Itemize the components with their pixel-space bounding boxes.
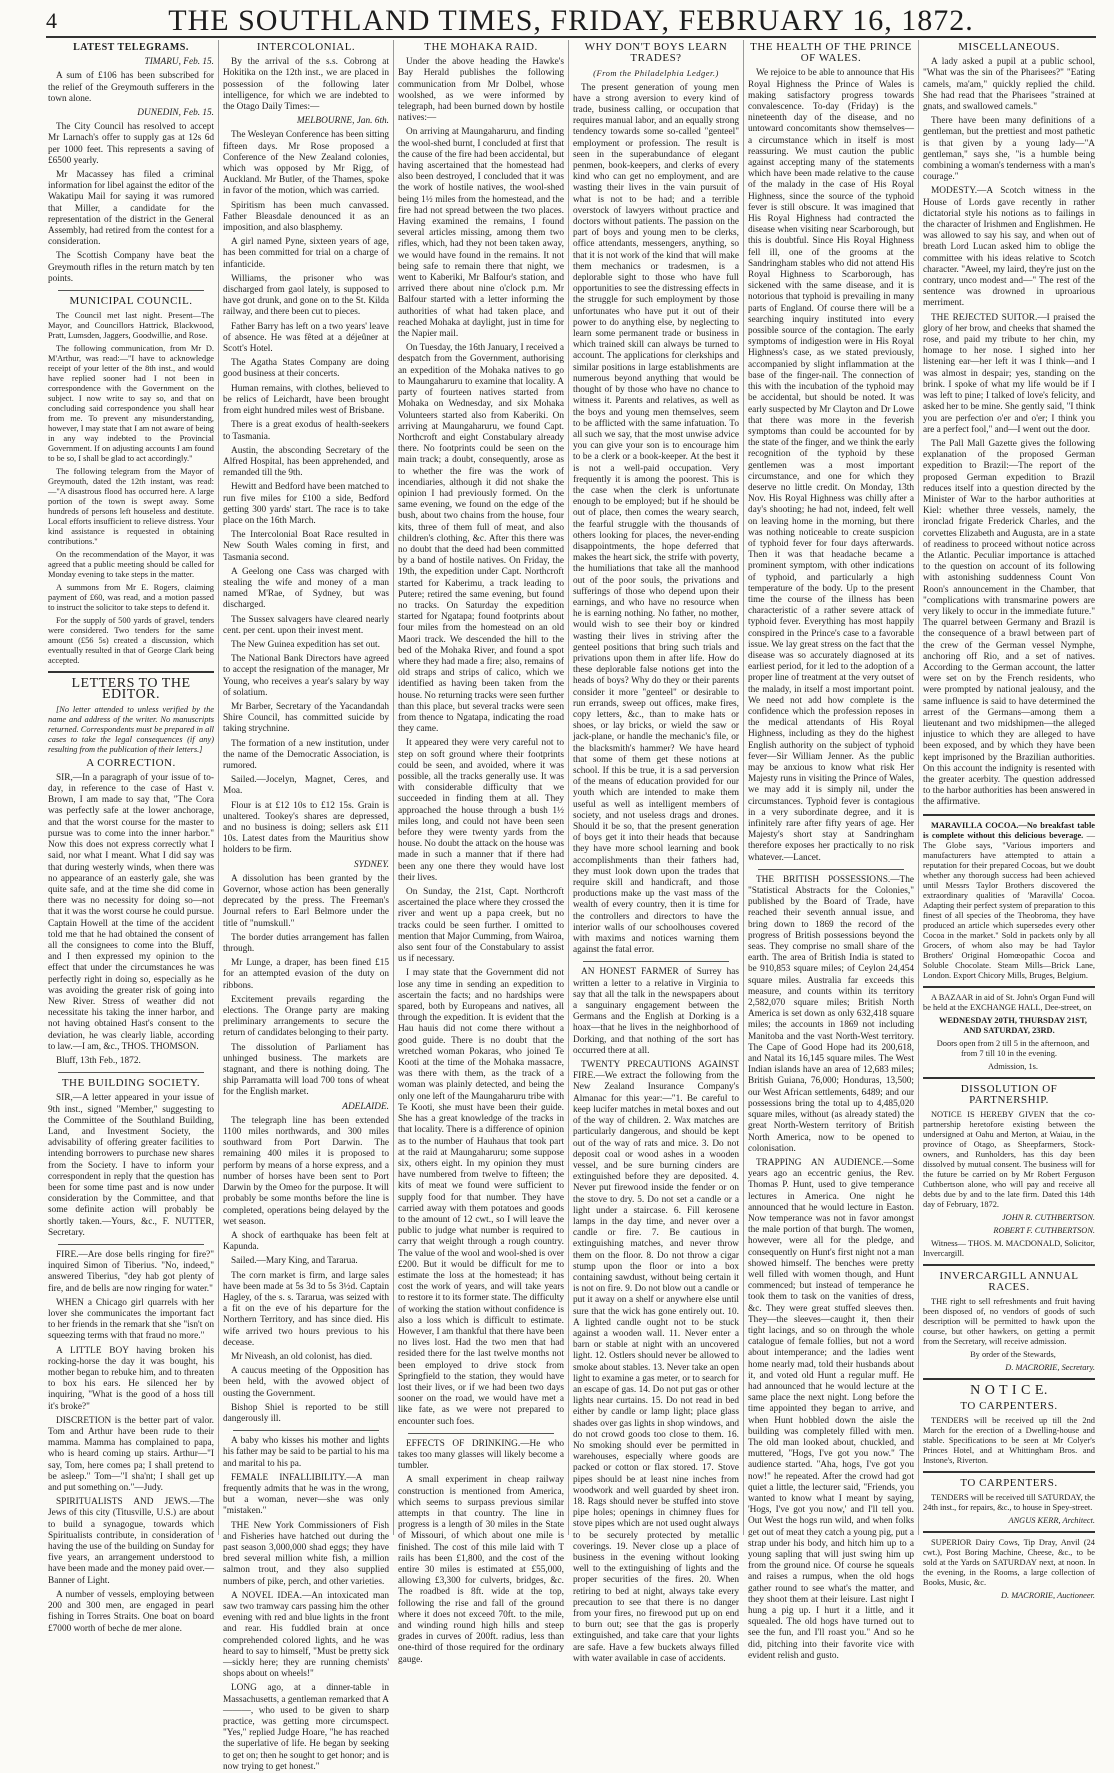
dissolution-signature: JOHN R. CUTHBERTSON.: [1001, 1213, 1095, 1223]
dissolution-text: NOTICE IS HEREBY GIVEN that the co-partnership heretofore existing between the undersigned at Oahu and Merton, at Waiau, in the province of Otago, as Sheepfarmers, Stock-owners, and Runholders, has this day been dissolved by mutual consent. The business will for the future be carried on by Mr Robert Ferguson Cuthbertson alone, who will pay and receive all debts due by and to the late firm. Dated this 14th day of February, 1872.: [923, 1110, 1095, 1210]
paragraph: AN HONEST FARMER of Surrey has written a letter to a relative in Virginia to say that all the talk in the newspapers about a sanguinary engagement between the Germans and the English at Dorking is a hoax—that he lives in the neighborhood of Dorking, and that nothing of the sort has occurred there at all.: [573, 967, 739, 1056]
paragraph: THE BRITISH POSSESSIONS.—The "Statistical Abstracts for the Colonies," published by the Board of Trade, have reached their seventh annual issue, and bring down to 1869 the record of the progress of British possessions beyond the seas. They comprise no small share of the earth. The area of British India is stated to be 910,853 square miles; of Ceylon 24,454 square miles. Australia far exceeds this measure, and counts within its territory 2,582,070 square miles; British North America is set down as only 632,418 square miles; the accounts in 1869 not including Manitoba and the vast North-West territory. The Cape of Good Hope had its 200,618, and Natal its 16,145 square miles. The West Indian islands have an area of 12,683 miles; British Guiana, 76,000; Honduras, 13,500; our West African settlements, 6489; and our possessions bring the total up to 4,485,020 square miles, without (as already stated) the great North-Western territory of British North America, now to be opened to colonisation.: [748, 874, 914, 1154]
divider: [923, 1077, 1095, 1079]
correction-heading: A CORRECTION.: [86, 756, 176, 769]
paragraph: Human remains, with clothes, believed to be relics of Leichardt, have been brought from eight hundred miles west of Brisbane.: [223, 383, 389, 417]
races-by-order: By order of the Stewards,: [970, 1350, 1056, 1360]
auction-signature: D. MACRORIE, Auctioneer.: [1000, 1591, 1095, 1601]
letters-heading: LETTERS TO THE EDITOR.: [71, 676, 191, 703]
divider: [923, 814, 1095, 816]
bazaar-ad-hours: Doors open from 2 till 5 in the afternoon, and from 7 till 10 in the evening.: [936, 1038, 1090, 1058]
dateline: DUNEDIN, Feb. 15.: [137, 108, 214, 119]
bazaar-ad-admission: Admission, 1s.: [987, 1061, 1039, 1071]
paragraph: Bluff, 13th Feb., 1872.: [56, 1055, 141, 1066]
paragraph: A caucus meeting of the Opposition has been held, with the avowed object of ousting the Government.: [223, 1366, 389, 1399]
paragraph: On the recommendation of the Mayor, it was agreed that a public meeting should be called for Monday evening to take steps in the matter.: [48, 550, 214, 580]
paragraph: TWENTY PRECAUTIONS AGAINST FIRE.—We extract the following from the New Zealand Insurance Company's Almanac for this year:—"1. Be careful to keep lucifer matches in metal boxes and out of the way of children. 2. Wax matches are particularly dangerous, and should be kept out of the way of rats and mice. 3. Do not deposit coal or wood ashes in a wooden vessel, and be sure burning cinders are extinguished before they are deposited. 4. Never put firewood inside the fender or on the stove to dry. 5. Do not set a candle or a light under a staircase. 6. Fill kerosene lamps in the day time, and never over a candle or fire. 7. Be cautious in extinguishing matches, and never throw them on the floor. 8. Do not throw a cigar stump upon the floor or into a box containing sawdust, without being certain it is not on fire. 9. Do not blow out a candle or put it away on a shelf or anywhere else until sure that the wick has gone entirely out. 10. A lighted candle ought not to be stuck against a wooden wall. 11. Never enter a barn or stable at night with an uncovered light. 12. Ostlers should never be allowed to smoke about stables. 13. Never take an open light to examine a gas meter, or to search for an escape of gas. 14. Do not put gas or other lights near curtains. 15. Do not read in bed either by candle or lamp light; place glass shades over gas lights in shop windows, and do not crowd goods too close to them. 16. No smoking should ever be permitted in warehouses, especially where goods are packed or cotton or flax stored. 17. Stove pipes should be at least nine inches from woodwork and well guarded by sheet iron. 18. Rags should never be stuffed into stove pipe holes; openings in chimney flues for stove pipes which are not used ought always to be securely protected by metallic coverings. 19. Never close up a place of business in the evening without looking well to the extinguishing of lights and the proper securities of the fires. 20. When retiring to bed at night, always take every precaution to see that there is no danger from your fires, no firewood put up on end to burn out; see that the gas is properly extinguished, and take care that your lights are safe. Have a few buckets always filled with water available in case of accidents.: [573, 1060, 739, 1664]
paragraph: EFFECTS OF DRINKING.—He who takes too many glasses will likely become a tumbler.: [398, 1438, 564, 1472]
paragraph: SIR,—In a paragraph of your issue of to-day, in reference to the case of Hast v. Brown, I am made to say that, "The Cora was perfectly safe at the lower anchorage, and that the worst course for the master to pursue was to come into the inner harbor." Now this does not express correctly what I said, nor what I meant. What I did say was that during westerly winds, when there was no appearance of an easterly gale, she was quite safe, and at the time she did come in there was no necessity for doing so—not that it was the worst course he could pursue. Captain Howell at the time of the accident told me that he had obtained the consent of all the consignees to come into the Bluff, and I then expressed my opinion to the effect that under the circumstances he was perfectly right in doing so, especially as he was avoiding the greater risk of going into New River. Stress of weather did not necessitate his taking the inner harbor, and not having obtained Hast's consent to the deviation, he was clearly liable, according to law.—I am, &c., THOS. THOMSON.: [48, 772, 214, 1052]
prince-health-heading: THE HEALTH OF THE PRINCE OF WALES.: [750, 41, 912, 65]
paragraph: The Wesleyan Conference has been sitting fifteen days. Mr Rose proposed a Conference of the New Zealand colonies, which was opposed by Mr Rigg, of Auckland. Mr Butler, of the Thames, spoke in favor of the motion, which was carried.: [223, 130, 389, 197]
paragraph: Sailed.—Mary King, and Tararua.: [231, 1256, 358, 1267]
paragraph: WHEN a Chicago girl quarrels with her lover she communicates the important fact to her friends in the remark that she "isn't on squeezing terms with that fraud no more.": [48, 1297, 214, 1342]
divider: [923, 1471, 1095, 1473]
paragraph: Mr Barber, Secretary of the Yacandandah Shire Council, has committed suicide by taking strychnine.: [223, 701, 389, 735]
carpenters-heading: TO CARPENTERS.: [960, 1399, 1058, 1412]
paragraph: A LITTLE BOY having broken his rocking-horse the day it was bought, his mother began to rebuke him, and to threaten to box his ears. He silenced her by inquiring, "What is the good of a hoss till it's broke?": [48, 1345, 214, 1412]
paragraph: FEMALE INFALLIBILITY.—A man frequently admits that he was in the wrong, but a woman, never—she was only "mistaken.": [223, 1472, 389, 1517]
paragraph: The Intercolonial Boat Race resulted in New South Wales coming in first, and Tasmania second.: [223, 530, 389, 563]
newspaper-title: THE SOUTHLAND TIMES, FRIDAY, FEBRUARY 16, 1872.: [168, 4, 974, 37]
paragraph: A girl named Pyne, sixteen years of age, has been committed for trial on a charge of infanticide.: [223, 237, 389, 270]
paragraph: The Pall Mall Gazette gives the following explanation of the proposed German expedition to Brazil:—The report of the proposed German expedition to Brazil reduces itself into a question directed by the Minister of War to the harbor authorities at Kiel: whether three vessels, namely, the ironclad frigate Frederick Charles, and the corvettes Elizabeth and Augusta, are in a state of readiness to proceed without notice across the Atlantic. Peculiar importance is attached to the question on account of its following with astonishing suddenness Count Von Roon's announcement in the Chamber, that "complications with transmarine powers are very likely to occur in the immediate future." The quarrel between Germany and Brazil is the consequence of a brawl between part of the crew of the German vessel Nymphe, anchoring off Rio, and a set of natives. According to the German account, the latter were set on by the French residents, who were prompted by national jealousy, and the same influence is said to have determined the arrest of the Germans—among them a lieutenant and two midshipmen—the alleged injustice to which they are alleged to have been exposed, and by which they have been kept imprisoned by the Brazilian authorities. On this account the indignity is resented with the greater acerbity. The question addressed to the harbor authorities has been answered in the affirmative.: [923, 438, 1095, 808]
paragraph: A lady asked a pupil at a public school, "What was the sin of the Pharisees?" "Eating camels, ma'am," quickly replied the child. She had read that the Pharisees "strained at gnats, and swallowed camels.": [923, 57, 1095, 113]
paragraph: The National Bank Directors have agreed to accept the resignation of the manager, Mr Young, who receives a year's salary by way of solatium.: [223, 654, 389, 698]
paragraph: A dissolution has been granted by the Governor, whose action has been generally deprecated by the press. The Freeman's Journal refers to Earl Belmore under the title of "numskull.": [223, 873, 389, 929]
carpenters-heading: TO CARPENTERS.: [960, 1476, 1058, 1489]
divider: [408, 1433, 554, 1434]
paragraph: A small experiment in cheap railway construction is mentioned from America, which seems to surpass previous similar attempts in that country. The line in progress is a length of 30 miles in the State of Missouri, of which about one mile is finished. The cost of this mile laid with T rails has been £1,800, and the cost of the entire 30 miles is estimated at £55,000, allowing £3,300 for culverts, bridges, &c. The roadbed is 8ft. wide at the top, following the rise and fall of the ground where it does not exceed 70ft. to the mile, and winding round high hills and steep grades in curves of 200ft. radius, less than one-third of those required for the ordinary gauge.: [398, 1475, 564, 1665]
latest-telegrams-heading: LATEST TELEGRAMS.: [73, 42, 189, 53]
carpenters-text: TENDERS will be received till SATURDAY, the 24th inst., for repairs, &c., to house in Spey-street.: [923, 1493, 1095, 1513]
paragraph: A Geelong one Cass was charged with stealing the wife and money of a man named M'Rae, of Sydney, but was discharged.: [223, 566, 389, 611]
dateline: SYDNEY.: [353, 859, 389, 870]
paragraph: On Tuesday, the 16th January, I received a despatch from the Government, authorising an expedition of the Mohaka natives to go to Maungaharuru to examine that locality. A party of fourteen natives started from Mohaka on Wednesday, and six Mohaka Volunteers started also from Kaberiki. On arriving at Maungaharuru, we found Capt. Northcroft and eight Constabulary already there. No footprints could be seen on the main track; a doubt, consequently, arose as to whether the fire was the work of incendiaries, although it did not shake the opinion I had previously formed. On the same evening, we found on the edge of the bush, about two chains from the house, four kits, three of them full of meat, and also children's clothing, &c. After this there was no doubt that the deed had been committed by a band of hostile natives. On Friday, the 19th, the expedition under Capt. Northcroft started for Kaberimu, a track leading to Putere; retired the same evening, but found no tracks. On Saturday the expedition started for Ngatapa; found footprints about four miles from the homestead on an old Maori track. We descended the hill to the bed of the Mohaka River, and found a spot where they had made a fire; also, remains of old straps and strips of calico, which we identified as having been taken from the house. No returning tracks were seen further than this place, but several tracks were seen from thence to Ngatapa, indicating the road they came.: [398, 343, 564, 735]
paragraph: On Sunday, the 21st, Capt. Northcroft ascertained the place where they crossed the river and went up a papa creek, but no tracks could be seen further. I omitted to mention that Major Cumming, from Wairoa, also sent four of the Constabulary to assist us if necessary.: [398, 887, 564, 965]
divider: [48, 671, 214, 673]
mohaka-raid-heading: THE MOHAKA RAID.: [424, 41, 538, 53]
notice-heading: N O T I C E.: [970, 1383, 1048, 1399]
cocoa-ad-text: —The Globe says, "Various importers and manufacturers have attempted to attain a reputation for their prepared Cocoas, but we doubt whether any thorough success had been achieved until Messrs Taylor Brothers discovered the extraordinary qualities of 'Maravilla' Cocoa. Adapting their perfect system of preparation to this finest of all species of the Theobroma, they have produced an article which supersedes every other Cocoa in the market." Sold in packets only by all Grocers, of whom also may be had Taylor Brothers' Original Homœopathic Cocoa and Soluble Chocolate. Steam Mills—Brick Lane, London. Export Chicory Mills, Bruges, Belgium.: [923, 830, 1096, 980]
page-number: 4: [46, 8, 58, 33]
source-line: (From the Philadelphia Ledger.): [593, 68, 719, 79]
auction-text: SUPERIOR Dairy Cows, Tip Dray, Anvil (24 cwt.), Post Boring Machine, Cheese, &c., to be sold at the Yards on SATURDAY next, at noon. In the evening, in the Rooms, a large collection of Books, Music, &c.: [923, 1538, 1095, 1588]
dissolution-heading: DISSOLUTION OF PARTNERSHIP.: [960, 1082, 1058, 1106]
paragraph: The Scottish Company have beat the Greymouth rifles in the return match by ten points.: [48, 251, 214, 284]
races-signature: D. MACRORIE, Secretary.: [1005, 1363, 1095, 1373]
bazaar-ad-dates: WEDNESDAY 20TH, THURSDAY 21ST, AND SATURDAY, 23RD.: [938, 1015, 1088, 1035]
carpenters-text: TENDERS will be received up till the 2nd March for the erection of a Dwelling-house and stable. Specifications to be seen at Mr Colyer's Princes Hotel, and at Whittingham Bros. and Instone's, Riverton.: [923, 1415, 1095, 1465]
paragraph: The City Council has resolved to accept Mr Larnach's offer to supply gas at 12s 6d per 1000 feet. This represents a saving of £6500 yearly.: [48, 122, 214, 166]
paragraph: FIRE.—Are dose bells ringing for fire?" inquired Simon of Tiberius. "No, indeed," answered Tiberius, "dey hab got plenty of fire, and de bells are now ringing for water.": [48, 1250, 214, 1294]
paragraph: The corn market is firm, and large sales have been made at 5s 3d to 5s 3½d. Captain Hagley, of the s. s. Tararua, was seized with a fit on the eve of his departure for the Northern Territory, and has since died. His wife arrived two hours previous to his decease.: [223, 1270, 389, 1348]
paragraph: THE New York Commissioners of Fish and Fisheries have hatched out during the past season 3,000,000 shad eggs; they have bred several million white fish, a million salmon trout, and they also supplied numbers of pike, perch, and other varieties.: [223, 1520, 389, 1587]
paragraph: LONG ago, at a dinner-table in Massachusetts, a gentleman remarked that A———, who used to be given to sharp practice, was getting more circumspect. "Yes," replied Judge Hoare, "he has reached the superlative of life. He began by seeking to get on; then he sought to get honor; and is now trying to get honest.": [223, 1683, 389, 1772]
paragraph: A NOVEL IDEA.—An intoxicated man saw two tramway cars passing him the other evening with red and blue lights in the front and rear. His fuddled brain at once comprehended colored lights, and he was heard to say to himself, "Must be pretty sick—sickly here; they are running chemists' shops about on wheels!": [223, 1590, 389, 1680]
dateline: ADELAIDE.: [342, 1101, 389, 1112]
paragraph: Mr Lunge, a draper, has been fined £15 for an attempted evasion of the duty on ribbons.: [223, 958, 389, 991]
paragraph: Williams, the prisoner who was discharged from gaol lately, is supposed to have got drunk, and gone on to the St. Kilda railway, and there been cut to pieces.: [223, 273, 389, 318]
paragraph: Mr Macassey has filed a criminal information for libel against the editor of the Wakatipu Mail for saying it was rumored that Miller, a candidate for the representation of the district in the General Assembly, had retired from the contest for a consideration.: [48, 170, 215, 248]
divider: [923, 1531, 1095, 1533]
paragraph: The Council met last night. Present—The Mayor, and Councillors Hattrick, Blackwood, Pratt, Lumsden, Jaggers, Goodwillie, and Rose.: [48, 311, 214, 341]
paragraph: A number of vessels, employing between 200 and 300 men, are engaged in pearl fishing in Torres Straits. One boat on board £7000 worth of beche de mer alone.: [48, 1589, 214, 1634]
paragraph: There is a great exodus of health-seekers to Tasmania.: [223, 420, 389, 442]
paragraph: There have been many definitions of a gentleman, but the prettiest and most pathetic is that given by a young lady—"A gentleman," says she, "is a humble being combining a woman's tenderness with a man's courage.": [923, 116, 1095, 183]
dissolution-witness: Witness— THOS. M. MACDONALD, Solicitor, Invercargill.: [923, 1239, 1095, 1259]
carpenters-signature: ANGUS KERR, Architect.: [1008, 1516, 1095, 1526]
building-society-heading: THE BUILDING SOCIETY.: [61, 1077, 201, 1090]
paragraph: We rejoice to be able to announce that His Royal Highness the Prince of Wales is making satisfactory progress towards convalescence. To-day (Friday) is the nineteenth day of the disease, and no untoward concomitants show themselves—a circumstance which in itself is most reassuring. We must caution the public against accepting many of the statements which have been made relative to the cause of the malady in the case of His Royal Highness, since the source of the typhoid fever is still obscure. It was imagined that His Royal Highness had contracted the disease when visiting near Scarborough, but this is doubtful. Since His Royal Highness fell ill, one of the grooms at the Sandringham stables who did not attend His Royal Highness to Scarborough, has sickened with the same disease, and it is notorious that typhoid is prevailing in many parts of England. Of course there will be a searching inquiry instituted into every possible source of the contagion. The early symptoms of indigestion were in His Royal Highness's case, as we stated previously, accompanied by slight inflammation at the base of the finger-nail. The connection of this with the incubation of the typhoid may be accidental, but should be noted. It was early suspected by Mr Clayton and Dr Lowe that there was more in the feverish symptoms than could be accounted for by the state of the finger, and we think the early recognition of the typhoid by these gentlemen was a most important circumstance, and one for which they deserve no little credit. On Monday, 13th Nov. His Royal Highness was chilly after a day's shooting; he had not, indeed, felt well on leaving home in the morning, but there was nothing noticeable to create suspicion of typhoid fever for four days afterwards. Then it was that headache became a prominent symptom, with other indications of typhoid, and particularly a high temperature of the body. Up to the present time the course of the illness has been characteristic of a rather severe attack of typhoid fever. Everything has most happily conspired in the Prince's case to a favorable issue. We lay great stress on the fact that the disease was so accurately diagnosed at its earliest period, for it led to the adoption of a proper line of treatment at the very outset of the malady, in itself a most important point. We need not add how complete is the confidence which the profession reposes in the medical attendants of His Royal Highness, including as they do the highest English authority on the subject of typhoid fever—Sir William Jenner. As the public may be anxious to know what risk Her Majesty runs in visiting the Prince of Wales, we may add it is simply nil, under the circumstances. Typhoid fever is contagious in a very subordinate degree, and it is infinitely rare after fifty years of age. Her Majesty's short stay at Sandringham therefore exposes her practically to no risk whatever.—Lancet.: [748, 68, 914, 863]
divider: [758, 869, 904, 870]
cocoa-ad-title: MARAVILLA COCOA.: [931, 820, 1019, 830]
divider: [58, 1072, 204, 1073]
dateline: MELBOURNE, Jan. 6th.: [296, 116, 389, 127]
paragraph: Under the above heading the Hawke's Bay Herald publishes the following communication from Mr Dolbel, whose woolshed, as we were informed by telegraph, had been burned down by hostile natives:—: [398, 57, 564, 124]
divider: [58, 290, 204, 291]
divider: [923, 986, 1095, 988]
paragraph: SIR,—A letter appeared in your issue of 9th inst., signed "Member," suggesting to the Committee of the Southland Building, Land, and Investment Society, the advisability of offering greater facilities to intending borrowers to purchase new shares from the Society. I have to inform your correspondent in reply that the question has been for some time past and is now under consideration by the Committee, and that some definite action will probably be shortly taken.—Yours, &c., F. NUTTER, Secretary.: [48, 1093, 214, 1238]
paragraph: Mr Niveash, an old colonist, has died.: [231, 1351, 373, 1362]
column-2: [218, 40, 393, 1772]
paragraph: MODESTY.—A Scotch witness in the House of Lords gave recently in rather dictatorial style his notions as to failings in the character of Irishmen and Englishmen. He was allowed to say his say, and when out of breath Lord Lucan asked him to oblige the committee with his ideas relative to Scotch character. "Aweel, my laird, they're just on the contrary, unco modest and—" The rest of the sentence was drowned in uproarious merriment.: [923, 186, 1095, 309]
divider: [923, 1264, 1095, 1266]
paragraph: By the arrival of the s.s. Cobrong at Hokitika on the 12th inst., we are placed in possession of the following later intelligence, for which we are indebted to the Otago Daily Times:—: [223, 57, 389, 113]
paragraph: A shock of earthquake has been felt at Kapunda.: [223, 1230, 389, 1253]
paragraph: The present generation of young men have a strong aversion to every kind of trade, business calling, or occupation that requires manual labor, and an equally strong tendency towards some so-called "genteel" employment or profession. The result is seen in the superabundance of elegant penmen, book-keepers, and clerks of every kind who can get no employment, and are wasting their lives in the vain pursuit of what is not to be had; and a terrible overstock of lawyers without practice and doctors without patients. The passion on the part of boys and young men to be clerks, office attendants, messengers, anything, so that it is not work of the kind that will make them mechanics or tradesmen, is a deplorable sight to those who have full opportunities to see the distressing effects in the struggle for such employment by those unfortunates who have put it out of their power to do anything else, by neglecting to learn some permanent trade or business in which trained skill can always be turned to account. The applications for clerkships and similar positions in large establishments are numerous beyond anything that would be thought of by those who have no chance to witness it. Parents and relatives, as well as the boys and young men themselves, seem to be afflicted with the same infatuation. To all such we say, that the most unwise advice you can give your son is to encourage him to be a clerk or a book-keeper. At the best it is not a well-paid occupation. Very frequently it is among the poorest. This is the case when the clerk is unfortunate enough to be employed; but if he should be out of place, then comes the weary search, the fearful struggle with the thousands of others looking for places, the never-ending disappointments, the hope deferred that makes the heart sick, the strife with poverty, the humiliations that take all the manhood out of the poor souls, the privations and sufferings of those who depend upon their earnings, and who have no resource when he is earning nothing. No father, no mother, would wish to see their boy or kindred wasting their lives in striving after the genteel positions that bring such trials and privations upon them in after life. How do these deplorable false notions get into the heads of boys? Why do they or their parents consider it more "genteel" or desirable to run errands, sweep out offices, make fires, copy letters, &c., than to make hats or shoes, or lay bricks, or wield the saw or jack-plane, or handle the mechanic's file, or the blacksmith's hammer? We have heard that some of them get these notions at school. If this be true, it is a sad perversion of the means of education provided for our youth which are intended to make them useful as well as intelligent members of society, and not useless drags and drones. Should it be so, that the present generation of boys get it into their heads that because they have more school learning and book accomplishments than their fathers had, they must look down upon the trades that require skill and handicraft, and those productions make up the vast mass of the wealth of every country, then it is time for the controllers and directors to have the interior walls of our schoolhouses covered with maxims and notices warning them against the fatal error.: [573, 82, 739, 956]
column-5: [743, 40, 918, 1661]
paragraph: Austin, the absconding Secretary of the Alfred Hospital, has been apprehended, and remanded till the 9th.: [223, 445, 389, 479]
column-1: [48, 40, 218, 1634]
paragraph: The New Guinea expedition has set out.: [231, 639, 380, 650]
paragraph: The Agatha States Company are doing good business at their concerts.: [223, 358, 389, 380]
masthead: [46, 6, 1096, 38]
paragraph: The telegraph line has been extended 1100 miles northwards, and 300 miles southward from Port Darwin. The remaining 400 miles it is proposed to perform by means of a horse express, and a number of horses have been sent to Port Darwin by the Omeo for the purpose. It will probably be some months before the line is completed, operations being delayed by the wet season.: [223, 1115, 389, 1227]
divider: [233, 1430, 379, 1431]
municipal-council-heading: MUNICIPAL COUNCIL.: [69, 295, 193, 308]
paragraph: It appeared they were very careful not to step on soft ground where their footprints could be seen, and avoided, where it was possible, all the tracks generally use. It was with considerable difficulty that we succeeded in finding them at all. They approached the house through a bush 1½ miles long, and could not have been seen before they were twenty yards from the house. No doubt the attack on the house was made in such a manner that if there had been any one there they would have lost their lives.: [398, 738, 564, 883]
paragraph: Spiritism has been much canvassed. Father Bleasdale denounced it as an imposition, and also blasphemy.: [223, 200, 389, 234]
paragraph: A baby who kisses his mother and lights his father may be said to be partial to his ma and marital to his pa.: [223, 1436, 389, 1469]
column-4: [568, 40, 743, 1664]
editor-note: [No letter attended to unless verified by the name and address of the writer. No manuscripts returned. Correspondents must be prepared in all cases to take the legal consequences (if any) resulting from the publication of their letters.]: [48, 704, 214, 754]
paragraph: Hewitt and Bedford have been matched to run five miles for £100 a side, Bedford getting 300 yards' start. The race is to take place on the 16th March.: [223, 482, 389, 526]
column-6: [918, 40, 1096, 1601]
bazaar-ad-text: A BAZAAR in aid of St. John's Organ Fund will be held at the EXCHANGE HALL, Dee-street, on: [923, 992, 1095, 1012]
cocoa-ad: [923, 821, 1095, 981]
column-3: [393, 40, 568, 1665]
dateline: TIMARU, Feb. 15.: [144, 57, 214, 68]
races-heading: INVERCARGILL ANNUAL RACES.: [939, 1270, 1079, 1294]
divider: [583, 961, 729, 962]
paragraph: Flour is at £12 10s to £12 15s. Grain is unaltered. Tookey's shares are depressed, and no business is doing; sellers ask £11 10s. Latest dates from the Mauritius show holders to be firm.: [223, 800, 389, 856]
paragraph: For the supply of 500 yards of gravel, tenders were considered. Two tenders for the same amount (£56 5s) created a discussion, which eventually resulted in that of George Clark being accepted.: [48, 616, 214, 666]
paragraph: The following communication, from Mr D. M'Arthur, was read:—"I have to acknowledge receipt of your letter of the 8th inst., and would have replied sooner had I not been in correspondence with the Government on the subject. I now write to say so, and that on concluding said correspondence you shall hear from me. To prevent any misunderstanding, however, I may state that I am not aware of being in any way indebted to the Provincial Government. If on adjusting accounts I am found to be so, I shall be glad to act accordingly.": [48, 344, 214, 464]
paragraph: Father Barry has left on a two years' leave of absence. He was fêted at a déjeûner at Scott's Hotel.: [223, 321, 389, 355]
paragraph: The Sussex salvagers have cleared nearly cent. per cent. upon their invest ment.: [223, 614, 389, 636]
paragraph: The dissolution of Parliament has unhinged business. The markets are stagnant, and there is nothing doing. The ship Parramatta will load 700 tons of wheat for the English market.: [223, 1042, 389, 1098]
divider: [58, 1244, 204, 1245]
paragraph: A sum of £106 has been subscribed for the relief of the Greymouth sufferers in the town alone.: [48, 71, 214, 104]
cocoa-ad-lead: —No breakfast table is complete without this delicious beverage.: [923, 820, 1095, 840]
paragraph: I may state that the Government did not lose any time in sending an expedition to ascertain the facts; and no hardships were spared, both by Europeans and natives, all through the expedition. It is evident that the Hau hauis did not come there without a good guide. There is no doubt that the wretched woman Pokaras, who joined Te Kooti at the time of the Mohaka massacre, was there with them, as the track of a woman was plainly detected, and being the only one left of the Maungaharuru tribe with Te Kooti, she must have been their guide. She has a great knowledge of the tracks in that locality. There is a difference of opinion as to the number of Hauhaus that took part at the raid at Maungaharuru; some suppose six, others eight. In my opinion they must have numbered from twelve to fifteen; the kits of meat we found were sufficient to supply food for that number. They have carried away with them potatoes and goods to the amount of 12 cwt., so I will leave the public to judge what number is required to carry that weight through a rough country. The value of the wool and wool-shed is over £200. But it would be difficult for me to estimate the loss at the homestead; it has cost the work of years, and will take years to restore it to its former state. The difficulty of working the station without confidence is also a loss which is difficult to estimate. However, I am thankful that there have been no lives lost. Had the two men that had resided there for the last twelve months not been employed to drive stock from Springfield to the station, they would have lost their lives, or if we had been two days sooner on the road, we would have met a like fate, as we were not prepared to encounter such foes.: [398, 968, 565, 1427]
boys-trades-heading: WHY DON'T BOYS LEARN TRADES?: [584, 41, 728, 65]
paragraph: The following telegram from the Mayor of Greymouth, dated the 12th instant, was read:—"A disastrous flood has occurred here. A large portion of the town is swept away. Some hundreds of persons left houseless and destitute. Local efforts insufficient to relieve distress. Your kind assistance is requested in obtaining contributions.": [48, 467, 214, 547]
paragraph: THE REJECTED SUITOR.—I praised the glory of her brow, and cheeks that shamed the rose, and paid my tribute to her chin, my homage to her nose. I sighed into her listening ear—her left it was I think—and I was almost in despair; yes, standing on the brink. I spoke of what my life would be if I was left to pine; I talked of love's felicity, and asked her to be mine. She gently said, "I think you are perfection o'er and o'er; I think you are a perfect fool," and—I went out the door.: [923, 312, 1095, 435]
paragraph: The formation of a new institution, under the name of the Democratic Association, is rumored.: [223, 738, 389, 771]
intercolonial-heading: INTERCOLONIAL.: [256, 41, 356, 53]
paragraph: TRAPPING AN AUDIENCE.—Some years ago an eccentric genius, the Rev. Thomas P. Hunt, used to give temperance lectures in America. One night he announced that he would lecture in Easton. Now temperance was not in favor amongst the male portion of that burgh. The women, however, were all for the pledge, and consequently on Hunt's first night not a man showed himself. The benches were pretty well filled with women though, and Hunt commenced; but instead of temperance he took them to task on the vanities of dress, &c. They were great stuffed sleeves then. They—the sleeves—caught it, then their tight lacings, and so on through the whole catalogue of female follies, but not a word about intemperance; and the ladies went home nearly mad, told their husbands about it, and voted old Hunt a regular muff. He had announced that he would lecture at the same place the next night. Long before the time appointed they began to arrive, and when Hunt hobbled down the aisle the building was completely filled with men. The old man looked about, chuckled, and muttered, "Hogs, I've got you now." The audience started. "Aha, hogs, I've got you now!" he repeated. After the crowd had got quiet a little, the lecturer said, "Friends, you wanted to know what I meant by saying, 'Hogs, I've got you now,' and I'll tell you. Out West the hogs run wild, and when folks get out of meat they catch a young pig, put a strap under his body, and hitch him up to a young sapling that will just swing him up from the ground nice. Of course he squeals and raises a rumpus, when the old hogs gather round to see what's the matter, and they shoot them at their leisure. Last night I hung a pig up. I hurt it a little, and it squealed. The old hogs have turned out to see the fun, and I'll roast you." And so he did, pitching into their favorite vice with evident relish and gusto.: [748, 1157, 914, 1661]
paragraph: Sailed.—Jocelyn, Magnet, Ceres, and Moa.: [223, 775, 389, 797]
paragraph: Bishop Shiel is reported to be still dangerously ill.: [223, 1402, 389, 1424]
paragraph: The border duties arrangement has fallen through.: [223, 932, 389, 955]
paragraph: DISCRETION is the better part of valor. Tom and Arthur have been rude to their mamma. Mamma has complained to papa, who is heard coming up stairs. Arthur—"I say, Tom, here comes pa; I shall pretend to be asleep." Tom—"I sha'nt; I shall get up and put something on."—Judy.: [48, 1415, 214, 1494]
races-text: THE right to sell refreshments and fruit having been disposed of, no vendors of goods of such description will be permitted to hawk upon the course, but other hawkers, on getting a permit from the Secretary, will receive admission.: [923, 1297, 1095, 1347]
miscellaneous-heading: MISCELLANEOUS.: [958, 41, 1060, 53]
paragraph: On arriving at Maungaharuru, and finding the wool-shed burnt, I concluded at first that the cause of the fire had been accidental, but having ascertained that the homestead had also been destroyed, I concluded that it was the work of hostile natives, the wool-shed being 1½ miles from the homestead, and the fire had not spread between the two places. Having examined the remains, I found several articles missing, among them two rifles, which, had they not been taken away, we would have found in the remains. It not being safe to remain there that night, we went to Kaberiki, Mr Balfour's station, and arrived there about nine o'clock p.m. Mr Balfour started with a letter informing the authorities of what had taken place, and reached Mohaka at daylight, just in time for the Napier mail.: [398, 127, 564, 340]
divider: [923, 1378, 1095, 1380]
paragraph: A summons from Mr E. Rogers, claiming payment of £60, was read, and a motion passed to instruct the solicitor to take steps to defend it.: [48, 583, 214, 613]
paragraph: Excitement prevails regarding the elections. The Orange party are making preliminary arrangements to secure the return of candidates belonging to their party.: [223, 994, 389, 1039]
paragraph: SPIRITUALISTS AND JEWS.—The Jews of this city (Titusville, U.S.) are about to build a synagogue, towards which Spiritualists contribute, in consideration of having the use of the building on Sunday for five years, an arrangement understood to have been made and the money paid over.—Banner of Light.: [48, 1497, 214, 1586]
dissolution-signature: ROBERT F. CUTHBERTSON.: [993, 1226, 1095, 1236]
